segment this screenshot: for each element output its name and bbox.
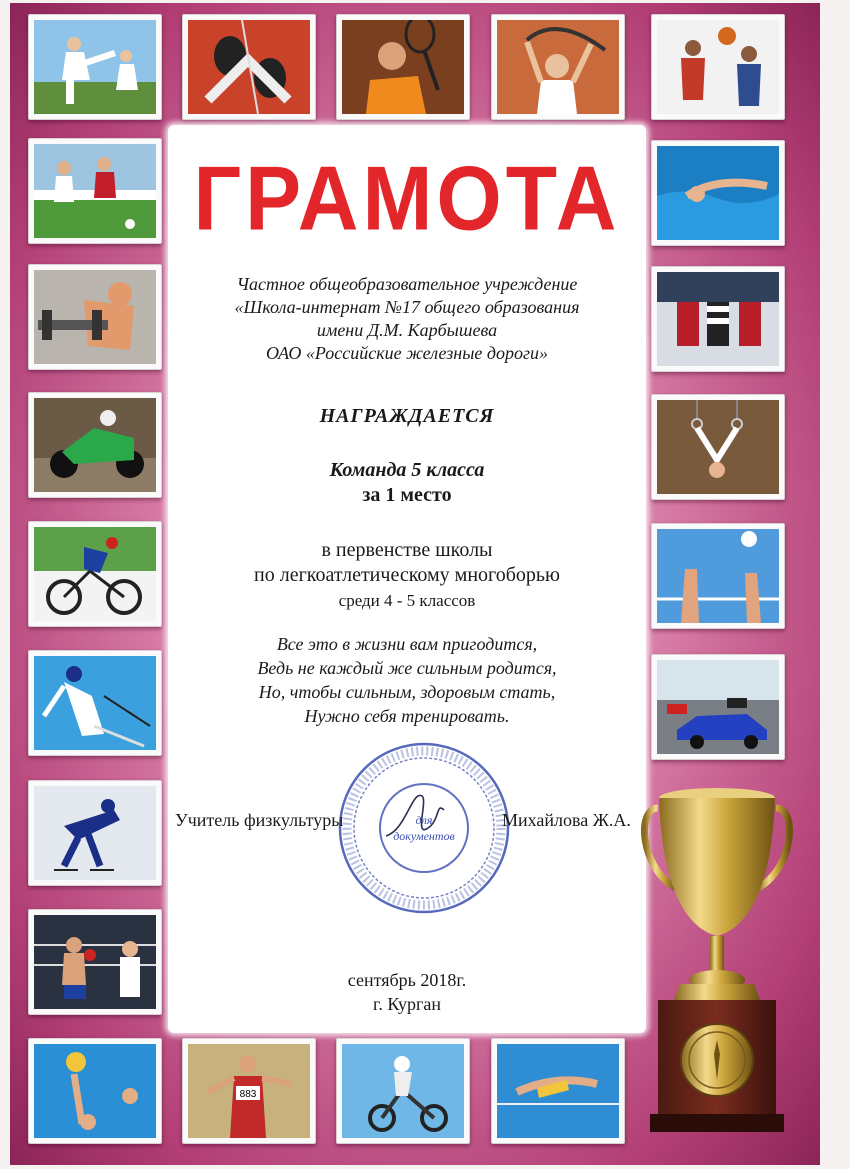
competition-line-1: в первенстве школы: [321, 539, 493, 561]
photo-motorcycle: [28, 392, 162, 498]
poem-line-2: Ведь не каждый же сильным родится,: [257, 658, 557, 678]
award-place: за 1 место: [362, 484, 452, 506]
institution-line-1: Частное общеобразовательное учреждение: [236, 274, 578, 294]
institution-line-2: «Школа-интернат №17 общего образования: [234, 297, 580, 317]
photo-tennis: [336, 14, 470, 120]
certificate-date: сентябрь 2018г.: [347, 970, 467, 990]
competition-line-2: по легкоатлетическому многоборью: [254, 564, 560, 586]
trophy-cup-icon: [636, 778, 798, 1138]
poem-line-4: Нужно себя тренировать.: [304, 706, 510, 726]
photo-skiing: [28, 650, 162, 756]
certificate-city: г. Курган: [372, 994, 441, 1014]
signature-name: Михайлова Ж.А.: [502, 810, 631, 830]
photo-runner: [182, 1038, 316, 1144]
photo-swimming: [651, 140, 785, 246]
poem-line-3: Но, чтобы сильным, здоровым стать,: [258, 682, 556, 702]
photo-football: [28, 138, 162, 244]
photo-motocross: [336, 1038, 470, 1144]
competition-description: [168, 538, 646, 613]
photo-fencing: [182, 14, 316, 120]
competition-line-3: среди 4 - 5 классов: [338, 591, 476, 610]
stamp-text-1: для: [415, 813, 433, 827]
photo-gymnastics: [651, 394, 785, 500]
certificate-title: ГРАМОТА: [193, 147, 621, 249]
stamp-text-2: документов: [393, 829, 455, 843]
photo-boxing: [28, 909, 162, 1015]
poem-line-1: Все это в жизни вам пригодится,: [276, 634, 538, 654]
official-stamp: [336, 740, 512, 916]
recipient-name: Команда 5 класса: [329, 459, 485, 481]
awarded-label: НАГРАЖДАЕТСЯ: [319, 405, 495, 427]
poem: [168, 632, 646, 728]
photo-weightlifting: [491, 14, 625, 120]
photo-car-racing: [651, 654, 785, 760]
photo-volleyball: [651, 523, 785, 629]
photo-high-jump: [491, 1038, 625, 1144]
photo-basketball: [651, 14, 785, 120]
institution-line-3: имени Д.М. Карбышева: [316, 320, 498, 340]
photo-cycling: [28, 521, 162, 627]
signature-role: Учитель физкультуры: [175, 810, 344, 830]
institution-name: [168, 273, 646, 365]
runner-bib-number: 883: [239, 1089, 257, 1100]
photo-strongman: [28, 264, 162, 370]
photo-water-polo: [28, 1038, 162, 1144]
institution-line-4: ОАО «Российские железные дороги»: [265, 343, 549, 363]
date-place: [168, 968, 646, 1016]
photo-karate: [28, 14, 162, 120]
photo-speed-skating: [28, 780, 162, 886]
photo-hockey: [651, 266, 785, 372]
